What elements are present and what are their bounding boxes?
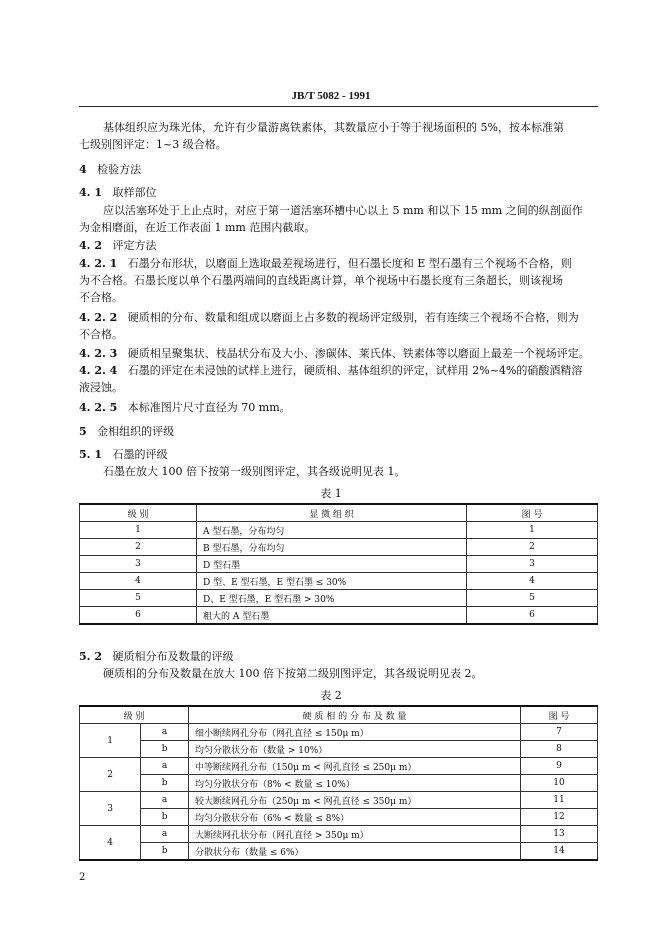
section-5-1-heading [79, 446, 167, 463]
table-cell: 14 [521, 843, 598, 861]
table-row [80, 775, 598, 792]
section-4-2-4-line-1 [79, 362, 582, 379]
table-row [80, 522, 598, 539]
page-header: JB/T 5082 - 1991 [291, 90, 371, 102]
table-cell: b [141, 809, 189, 826]
section-number: 4. 2. 2 [79, 311, 118, 324]
table-cell: 较大断续网孔分布（250μ m < 网孔直径 ≤ 350μ m） [189, 792, 521, 809]
table-cell: b [141, 775, 189, 792]
table-row [80, 758, 598, 775]
section-number: 4. 2. 4 [79, 364, 118, 377]
section-4-2-2-line-1 [79, 309, 579, 326]
table-row [80, 539, 598, 556]
table-cell: 11 [521, 792, 598, 809]
table-cell: 7 [521, 724, 598, 741]
section-5-2-heading [79, 648, 233, 665]
table-2-caption: 表 2 [320, 689, 342, 702]
table-cell: 1 [467, 522, 598, 539]
table-cell: a [141, 826, 189, 843]
paragraph-text: 石墨的评定在未浸蚀的试样上进行，硬质相、基体组织的评定，试样用 2%~4%的硝酸酒精溶 [127, 364, 583, 377]
table-row [80, 556, 598, 573]
table-2 [79, 705, 598, 861]
table-cell: 均匀分散状分布（8% < 数量 ≤ 10%） [189, 775, 521, 792]
section-4-2-1-line-2: 为不合格。石墨长度以单个石墨两端间的直线距离计算，单个视场中石墨长度有三条超长，则该视场 [79, 274, 563, 287]
table-header-cell: 显 微 组 织 [197, 504, 467, 522]
section-number: 5. 1 [79, 448, 102, 461]
table-cell: a [141, 792, 189, 809]
section-number: 5 [79, 425, 87, 438]
table-cell: 13 [521, 826, 598, 843]
table-cell: 6 [80, 607, 197, 625]
table-cell: D 型、E 型石墨，E 型石墨 ≤ 30% [197, 573, 467, 590]
table-cell: 分散状分布（数量 ≤ 6%） [189, 843, 521, 861]
section-4-2-5-line-1 [79, 399, 291, 416]
section-title: 硬质相分布及数量的评级 [112, 650, 234, 663]
table-cell: 6 [467, 607, 598, 625]
table-cell: D、E 型石墨，E 型石墨 > 30% [197, 590, 467, 607]
section-4-2-2-line-2: 不合格。 [79, 328, 123, 341]
table-cell: 均匀分散状分布（6% < 数量 ≤ 8%） [189, 809, 521, 826]
level-cell: 3 [80, 792, 141, 826]
section-4-1-line-2: 为金相磨面，在近工作表面 1 mm 范围内截取。 [79, 221, 316, 234]
level-cell: 1 [80, 724, 141, 758]
table-cell: 均匀分散状分布（数量 > 10%） [189, 741, 521, 758]
table-row [80, 590, 598, 607]
table-row [80, 607, 598, 625]
table-cell: b [141, 843, 189, 861]
section-4-2-heading [79, 237, 156, 254]
section-4-2-1-line-3: 不合格。 [79, 291, 123, 304]
table-cell: 2 [80, 539, 197, 556]
table-1-caption: 表 1 [320, 487, 342, 500]
table-cell: b [141, 741, 189, 758]
table-row [80, 826, 598, 843]
section-number: 4 [79, 163, 87, 176]
table-row [80, 843, 598, 861]
table-cell: 4 [80, 573, 197, 590]
table-cell: 5 [467, 590, 598, 607]
table-cell: 5 [80, 590, 197, 607]
table-cell: A 型石墨，分布均匀 [197, 522, 467, 539]
section-title: 金相组织的评级 [97, 425, 175, 438]
paragraph-text: 本标准图片尺寸直径为 70 mm。 [127, 401, 291, 414]
table-1 [79, 503, 598, 625]
section-title: 石墨的评级 [112, 448, 168, 461]
intro-line-2: 七级别图评定：1~3 级合格。 [79, 138, 227, 151]
section-number: 4. 2. 5 [79, 401, 118, 414]
table-header-cell: 图 号 [521, 706, 598, 724]
header-rule [79, 106, 598, 107]
table-cell: B 型石墨，分布均匀 [197, 539, 467, 556]
section-5-heading [79, 423, 174, 440]
table-cell: 细小断续网孔分布（网孔直径 ≤ 150μ m） [189, 724, 521, 741]
table-cell: 4 [467, 573, 598, 590]
table-row [80, 809, 598, 826]
section-5-1-line-1: 石墨在放大 100 倍下按第一级别图评定，其各级说明见表 1。 [103, 465, 406, 478]
paragraph-text: 硬质相的分布、数量和组成以磨面上占多数的视场评定级别，若有连续三个视场不合格，则为 [127, 311, 579, 324]
paragraph-text: 硬质相呈聚集状、枝晶状分布及大小、渗碳体、莱氏体、铁素体等以磨面上最差一个视场评定。 [127, 347, 590, 360]
section-number: 4. 2. 3 [79, 347, 118, 360]
page-number: 2 [79, 872, 86, 883]
table-row [80, 724, 598, 741]
level-cell: 4 [80, 826, 141, 861]
table-cell: 中等断续网孔分布（150μ m < 网孔直径 ≤ 250μ m） [189, 758, 521, 775]
table-cell: 12 [521, 809, 598, 826]
section-title: 取样部位 [112, 186, 157, 199]
section-number: 4. 2 [79, 239, 102, 252]
section-number: 5. 2 [79, 650, 102, 663]
table-cell: 10 [521, 775, 598, 792]
table-cell: 粗大的 A 型石墨 [197, 607, 467, 625]
intro-line-1: 基体组织应为珠光体，允许有少量游离铁素体，其数量应小于等于视场面积的 5%，按本标准第 [103, 121, 564, 134]
section-4-1-heading [79, 184, 156, 201]
table-cell: 1 [80, 522, 197, 539]
table-cell: a [141, 724, 189, 741]
table-cell: 3 [467, 556, 598, 573]
section-title: 检验方法 [97, 163, 142, 176]
section-5-2-line-1: 硬质相的分布及数量在放大 100 倍下按第二级别图评定，其各级说明见表 2。 [103, 667, 483, 680]
table-header-cell: 图 号 [467, 504, 598, 522]
table-header-cell: 级 别 [80, 504, 197, 522]
section-4-2-1-line-1 [79, 255, 572, 272]
table-cell: 9 [521, 758, 598, 775]
section-4-heading [79, 161, 141, 178]
table-cell: 8 [521, 741, 598, 758]
table-row [80, 741, 598, 758]
table-cell: 大断续网孔状分布（网孔直径 > 350μ m） [189, 826, 521, 843]
section-4-2-3-line-1 [79, 345, 590, 362]
section-4-2-4-line-2: 液浸蚀。 [79, 381, 123, 394]
table-row [80, 573, 598, 590]
section-4-1-line-1: 应以活塞环处于上止点时，对应于第一道活塞环槽中心以上 5 mm 和以下 15 mm 之间的纵剖面作 [103, 204, 583, 217]
table-header-cell: 级 别 [80, 706, 189, 724]
section-number: 4. 2. 1 [79, 257, 118, 270]
table-cell: D 型石墨 [197, 556, 467, 573]
section-number: 4. 1 [79, 186, 102, 199]
table-header-cell: 硬 质 相 的 分 布 及 数 量 [189, 706, 521, 724]
paragraph-text: 石墨分布形状，以磨面上选取最差视场进行，但石墨长度和 E 型石墨有三个视场不合格，则 [127, 257, 572, 270]
level-cell: 2 [80, 758, 141, 792]
section-title: 评定方法 [112, 239, 157, 252]
table-cell: 2 [467, 539, 598, 556]
table-cell: a [141, 758, 189, 775]
table-row [80, 792, 598, 809]
table-cell: 3 [80, 556, 197, 573]
